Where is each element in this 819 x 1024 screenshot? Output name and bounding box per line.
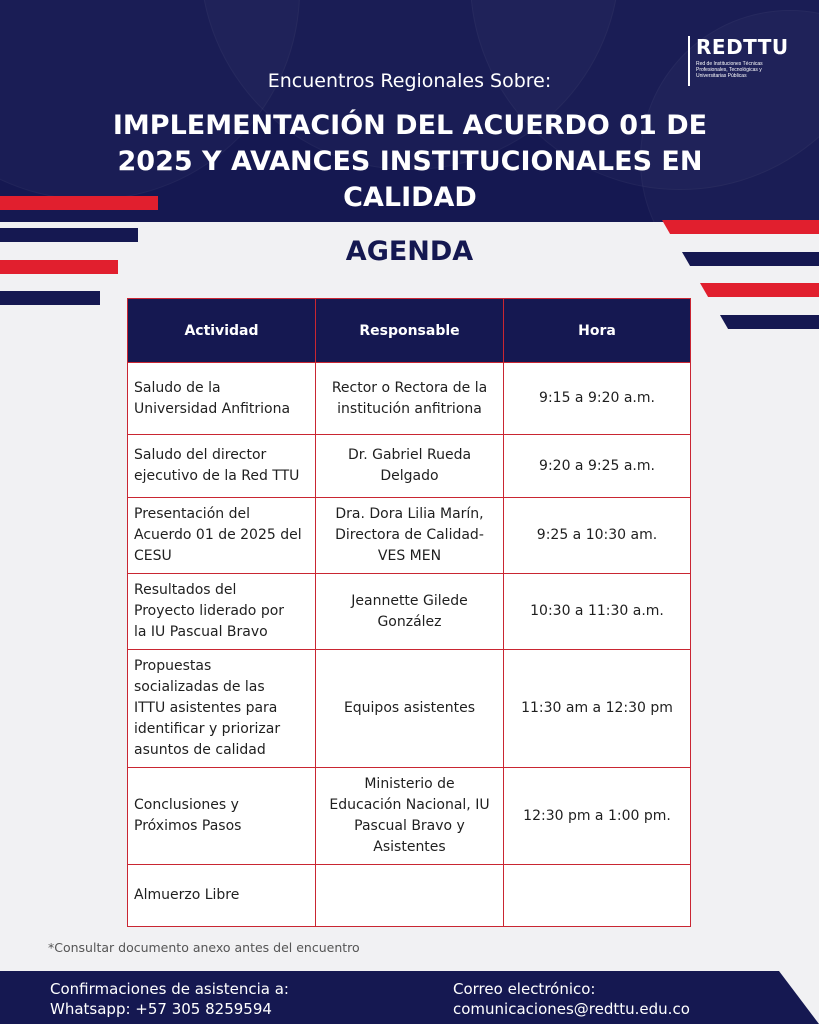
cell-line: Conclusiones y [134, 797, 239, 813]
footer-corner-cut [779, 971, 819, 1024]
table-row [128, 768, 691, 865]
table-row [128, 435, 691, 498]
table-row [128, 574, 691, 650]
email-link[interactable]: comunicaciones@redttu.edu.co [453, 1000, 690, 1018]
cell-line: ITTU asistentes para [134, 700, 278, 716]
cell-line: Universidad Anfitriona [134, 400, 291, 417]
cell-line: Almuerzo Libre [134, 887, 240, 903]
cell-line: Acuerdo 01 de 2025 del [134, 527, 302, 543]
hora-cell: 12:30 pm a 1:00 pm. [504, 768, 691, 865]
responsable-cell [316, 498, 504, 574]
table-row [128, 650, 691, 768]
actividad-cell [128, 498, 316, 574]
decor-stripe-red [0, 196, 158, 210]
cell-line: la IU Pascual Bravo [134, 624, 268, 640]
cell-line: identificar y priorizar [134, 721, 281, 737]
table-row [128, 363, 691, 435]
cell-line: González [377, 613, 442, 630]
hora-cell: 9:25 a 10:30 am. [504, 498, 691, 574]
cell-line: Equipos asistentes [343, 700, 476, 716]
cell-line: socializadas de las [134, 679, 265, 695]
decor-stripe-navy [0, 291, 100, 305]
cell-line: Dra. Dora Lilia Marín, [335, 506, 484, 522]
responsable-cell [316, 865, 504, 927]
cell-line: Propuestas [134, 658, 212, 674]
event-subtitle: Encuentros Regionales Sobre: [267, 70, 552, 92]
event-title [90, 108, 730, 216]
title-line: IMPLEMENTACIÓN DEL ACUERDO 01 DE [112, 110, 708, 141]
cell-line: Jeannette Gilede [351, 592, 468, 609]
cell-line: Presentación del [134, 506, 250, 522]
cell-line: Proyecto liderado por [134, 603, 285, 619]
cell-line: Ministerio de [364, 776, 455, 792]
agenda-heading: AGENDA [345, 236, 474, 267]
cell-line: asuntos de calidad [134, 742, 266, 758]
cell-line: Educación Nacional, IU [329, 797, 490, 813]
actividad-cell [128, 650, 316, 768]
agenda-table [127, 298, 691, 927]
hora-cell: 11:30 am a 12:30 pm [504, 650, 691, 768]
table-header-row [128, 299, 691, 363]
column-header-responsable: Responsable [316, 299, 504, 363]
title-line: CALIDAD [343, 182, 477, 213]
responsable-cell [316, 768, 504, 865]
rsvp-block [50, 979, 289, 1019]
actividad-cell [128, 768, 316, 865]
cell-line: Saludo de la [134, 379, 221, 396]
decor-stripe-navy [720, 315, 819, 329]
responsable-cell [316, 574, 504, 650]
hora-cell: 9:20 a 9:25 a.m. [504, 435, 691, 498]
footnote: *Consultar documento anexo antes del encuentro [48, 940, 360, 955]
cell-line: Rector o Rectora de la [331, 379, 488, 396]
responsable-cell [316, 650, 504, 768]
column-header-hora: Hora [504, 299, 691, 363]
email-label: Correo electrónico: [453, 980, 596, 998]
cell-line: Asistentes [373, 839, 446, 855]
responsable-cell [316, 435, 504, 498]
actividad-cell [128, 574, 316, 650]
hora-cell: 10:30 a 11:30 a.m. [504, 574, 691, 650]
cell-line: Delgado [380, 468, 439, 484]
column-header-actividad: Actividad [128, 299, 316, 363]
actividad-cell [128, 363, 316, 435]
hora-cell: 9:15 a 9:20 a.m. [504, 363, 691, 435]
logo-tagline: Red de Instituciones Técnicas Profesionales, Tecnológicas y Universitarias Públicas [696, 61, 763, 79]
table-row [128, 865, 691, 927]
hora-cell [504, 865, 691, 927]
logo-name: REDTTU [696, 35, 789, 59]
cell-line: ejecutivo de la Red TTU [134, 468, 300, 484]
email-block [453, 979, 690, 1019]
title-line: 2025 Y AVANCES INSTITUCIONALES EN [117, 146, 703, 177]
cell-line: institución anfitriona [337, 400, 482, 417]
cell-line: Próximos Pasos [134, 818, 242, 834]
table-row [128, 498, 691, 574]
cell-line: Dr. Gabriel Rueda [347, 447, 472, 463]
rsvp-label: Confirmaciones de asistencia a: [50, 980, 289, 998]
cell-line: Pascual Bravo y [354, 818, 465, 834]
decor-stripe-red [662, 220, 819, 234]
whatsapp-number[interactable]: Whatsapp: +57 305 8259594 [50, 1000, 272, 1018]
actividad-cell [128, 435, 316, 498]
actividad-cell [128, 865, 316, 927]
cell-line: Saludo del director [134, 447, 267, 463]
responsable-cell [316, 363, 504, 435]
cell-line: Directora de Calidad- [335, 527, 484, 543]
decor-stripe-red [700, 283, 819, 297]
footer-bar [0, 971, 819, 1024]
cell-line: Resultados del [134, 582, 237, 598]
header-banner [0, 0, 819, 222]
cell-line: VES MEN [377, 548, 442, 564]
cell-line: CESU [134, 548, 172, 564]
